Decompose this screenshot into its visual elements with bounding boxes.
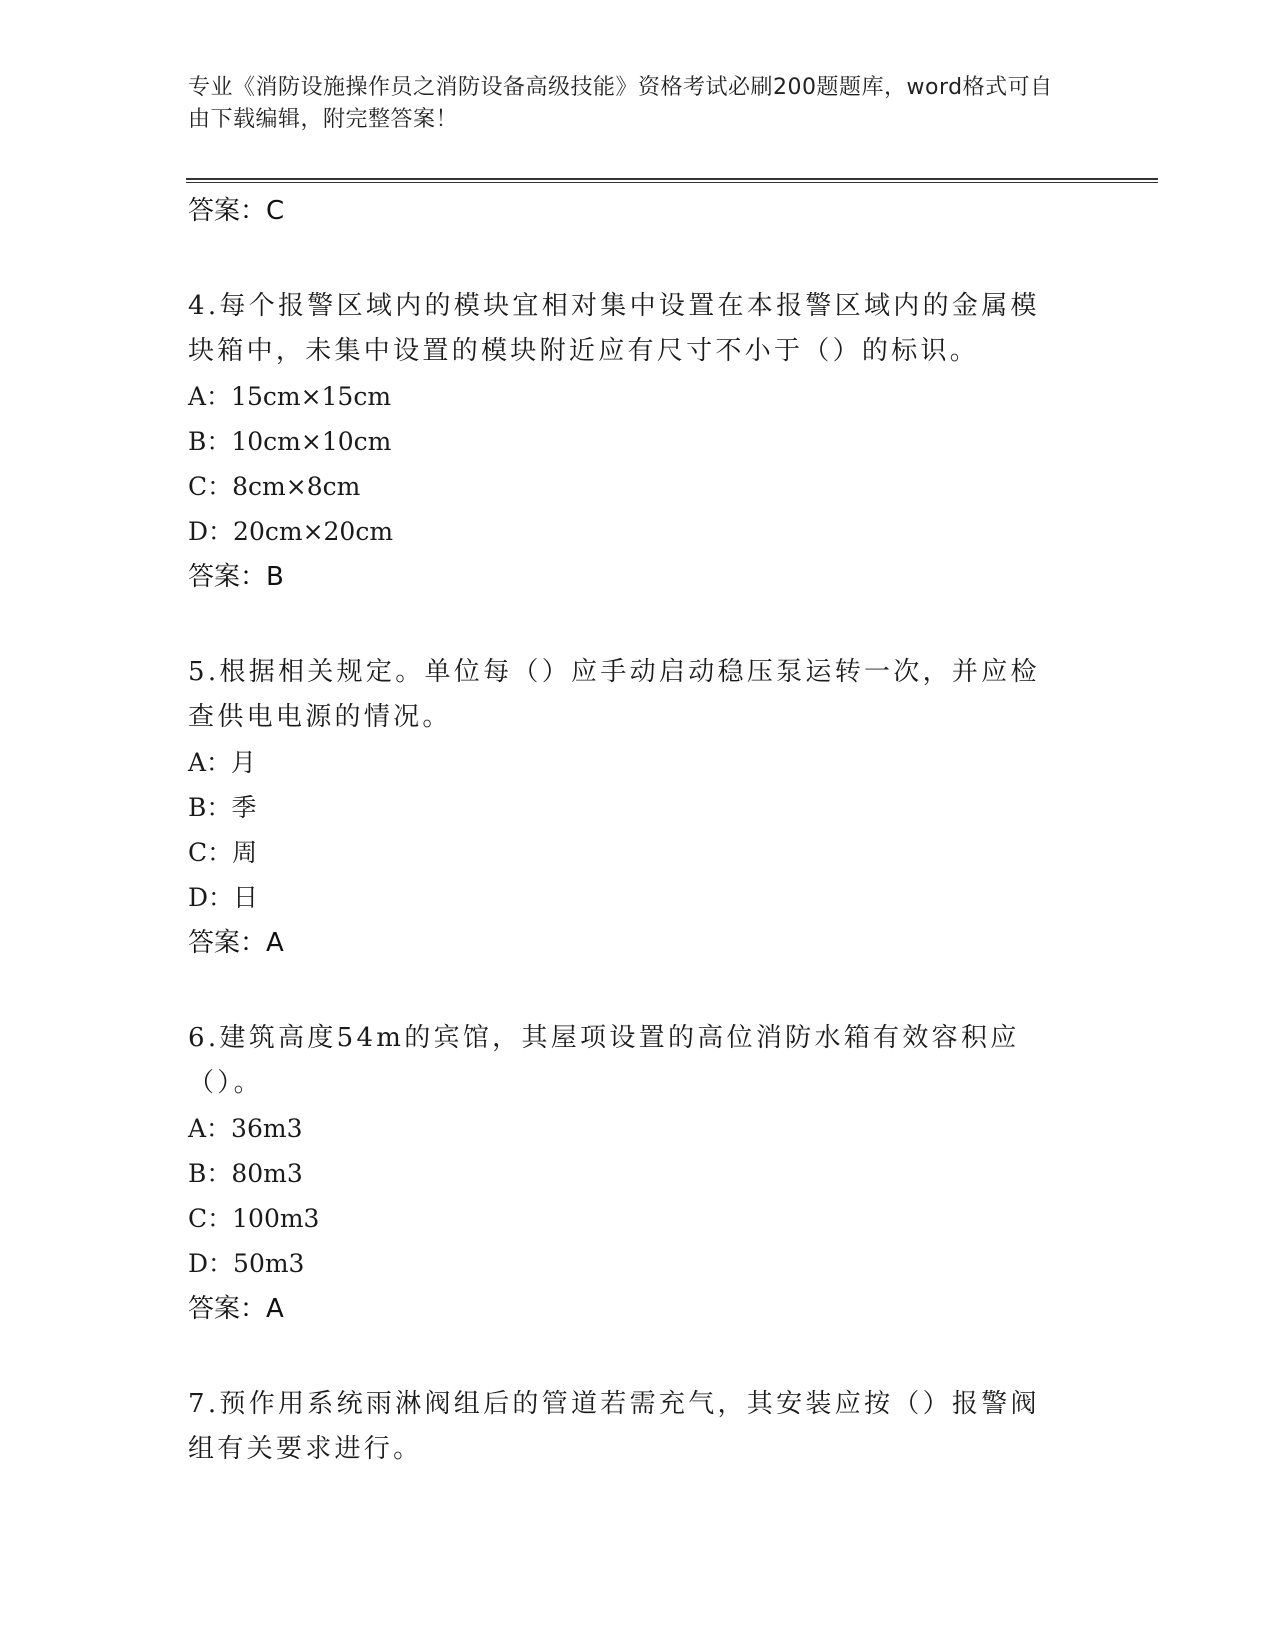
header-divider bbox=[186, 178, 1158, 183]
question-5 bbox=[188, 650, 1068, 966]
question-6 bbox=[188, 1016, 1068, 1332]
question-4-option-d: D：20cm×20cm bbox=[188, 517, 394, 546]
answer-3: 答案：C bbox=[188, 196, 285, 226]
spacer bbox=[188, 600, 1068, 650]
question-6-text: 6.建筑高度54m的宾馆，其屋项设置的高位消防水箱有效容积应（）。 bbox=[188, 1023, 1020, 1098]
question-5-option-b: B：季 bbox=[188, 793, 257, 822]
spacer bbox=[188, 966, 1068, 1016]
question-5-option-c: C：周 bbox=[188, 838, 258, 867]
question-5-text: 5.根据相关规定。单位每（）应手动启动稳压泵运转一次，并应检查供电电源的情况。 bbox=[188, 657, 1040, 732]
question-5-option-a: A：月 bbox=[188, 748, 257, 777]
question-5-option-d: D：日 bbox=[188, 883, 259, 912]
question-4-option-a: A：15cm×15cm bbox=[188, 382, 392, 411]
document-header: 专业《消防设施操作员之消防设备高级技能》资格考试必刷200题题库，word格式可自由下载编辑，附完整答案！ bbox=[188, 75, 1053, 132]
question-6-option-b: B：80m3 bbox=[188, 1159, 303, 1188]
question-list bbox=[188, 188, 1068, 1472]
question-7 bbox=[188, 1382, 1068, 1472]
question-6-option-d: D：50m3 bbox=[188, 1249, 305, 1278]
spacer bbox=[188, 234, 1068, 284]
question-6-option-a: A：36m3 bbox=[188, 1114, 303, 1143]
question-4-option-c: C：8cm×8cm bbox=[188, 472, 361, 501]
question-4-option-b: B：10cm×10cm bbox=[188, 427, 392, 456]
question-4 bbox=[188, 284, 1068, 600]
question-4-text: 4.每个报警区域内的模块宜相对集中设置在本报警区域内的金属模块箱中，未集中设置的模块附近应有尺寸不小于（）的标识。 bbox=[188, 291, 1040, 366]
question-6-option-c: C：100m3 bbox=[188, 1204, 320, 1233]
spacer bbox=[188, 1332, 1068, 1382]
question-5-answer: 答案：A bbox=[188, 928, 284, 958]
question-7-text: 7.预作用系统雨淋阀组后的管道若需充气，其安装应按（）报警阀组有关要求进行。 bbox=[188, 1389, 1040, 1464]
question-6-answer: 答案：A bbox=[188, 1294, 284, 1324]
question-4-answer: 答案：B bbox=[188, 562, 284, 592]
